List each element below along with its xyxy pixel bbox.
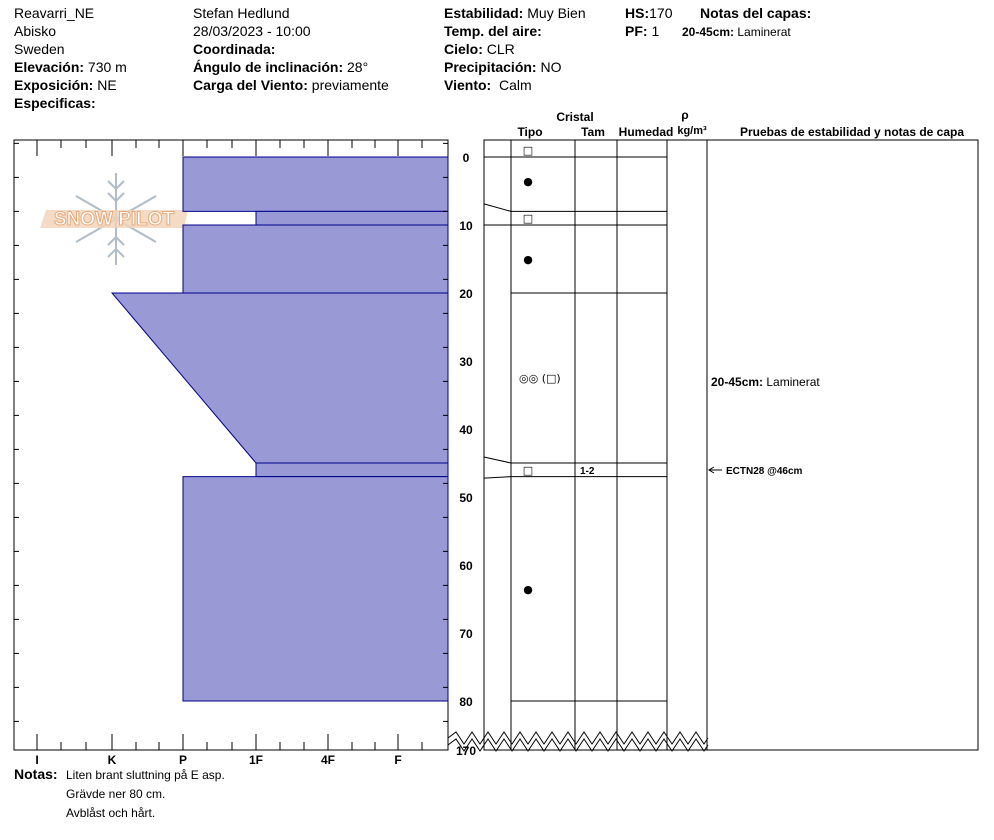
observation-datetime: 28/03/2023 - 10:00 xyxy=(193,23,311,39)
note-line: Grävde ner 80 cm. xyxy=(66,787,166,801)
col-stability-notes: Pruebas de estabilidad y notas de capa xyxy=(739,125,965,139)
pf-label: PF: xyxy=(625,23,648,39)
coordinates-label: Coordinada: xyxy=(193,41,276,57)
depth-label: 20 xyxy=(459,287,473,301)
depth-label: 40 xyxy=(459,423,473,437)
wind-load-value: previamente xyxy=(311,77,389,93)
depth-label: 10 xyxy=(459,219,473,233)
layer-connector xyxy=(484,457,511,463)
col-density-unit: kg/m³ xyxy=(677,125,707,137)
snowpilot-logo xyxy=(40,173,188,265)
grain-symbols xyxy=(519,144,561,596)
grain-symbol: ● xyxy=(523,174,533,188)
precip-label: Precipitación: xyxy=(444,59,537,75)
col-moisture: Humedad xyxy=(618,125,674,139)
grain-size-value: 1-2 xyxy=(580,466,595,477)
depth-label: 80 xyxy=(459,695,473,709)
layer-annotation xyxy=(711,375,820,389)
depth-label: 60 xyxy=(459,559,473,573)
layer-connector xyxy=(484,204,511,212)
country-name: Sweden xyxy=(14,41,65,57)
layer-bar xyxy=(183,225,448,293)
layer-annotation-text: Laminerat xyxy=(766,375,820,389)
hs-label: HS: xyxy=(625,5,650,21)
note-line: Liten brant sluttning på E asp. xyxy=(66,768,225,782)
depth-axis-labels xyxy=(456,151,476,758)
sky-label: Cielo: xyxy=(444,41,483,57)
hardness-label: F xyxy=(394,753,402,767)
test-result-text: ECTN28 @46cm xyxy=(726,466,803,477)
layer-notes-label: Notas del capas: xyxy=(700,5,812,21)
col-crystal: Cristal xyxy=(556,110,594,124)
pf-value: 1 xyxy=(651,23,660,39)
grain-symbol: □ xyxy=(522,463,534,477)
air-temp-label: Temp. del aire: xyxy=(444,23,542,39)
stability-label: Estabilidad: xyxy=(444,5,524,21)
hardness-label: P xyxy=(178,753,188,767)
test-result xyxy=(709,466,803,477)
note-line: Avblåst och hårt. xyxy=(66,806,156,820)
hs-value: 170 xyxy=(649,5,673,21)
wind-label: Viento: xyxy=(444,77,492,93)
layer-bar xyxy=(183,157,448,211)
layer-bar xyxy=(256,211,448,225)
layer-connector xyxy=(484,477,511,479)
grain-symbol: ● xyxy=(523,582,533,596)
layer-annotation-range: 20-45cm: xyxy=(711,375,764,389)
precip-value: NO xyxy=(540,59,562,75)
layer-bar xyxy=(112,293,448,463)
layer-bar xyxy=(256,463,448,477)
layer-note-range: 20-45cm: xyxy=(682,25,735,39)
layer-bars xyxy=(112,157,448,701)
slope-value: 28° xyxy=(347,59,369,75)
col-rho: ρ xyxy=(681,108,689,122)
layer-note-text: Laminerat xyxy=(737,25,791,39)
aspect-value: NE xyxy=(97,77,117,93)
hardness-axis-labels xyxy=(35,753,401,767)
col-size: Tam xyxy=(581,125,605,139)
specifics-label: Especificas: xyxy=(14,95,96,111)
notes-label: Notas: xyxy=(14,766,58,782)
observer-name: Stefan Hedlund xyxy=(193,5,290,21)
region-name: Abisko xyxy=(14,23,57,39)
elevation-value: 730 m xyxy=(87,59,127,75)
aspect-label: Exposición: xyxy=(14,77,94,93)
data-grid-frame xyxy=(484,140,978,750)
sky-value: CLR xyxy=(486,41,515,57)
wind-value: Calm xyxy=(498,77,532,93)
depth-label: 50 xyxy=(459,491,473,505)
hardness-label: I xyxy=(35,753,39,767)
depth-label: 30 xyxy=(459,355,473,369)
depth-label: 70 xyxy=(459,627,473,641)
depth-break-marker xyxy=(448,732,708,744)
stability-value: Muy Bien xyxy=(527,5,586,21)
hardness-label: 4F xyxy=(320,753,336,767)
depth-label-bottom: 170 xyxy=(455,744,477,758)
layer-bar xyxy=(183,477,448,701)
logo-text: SNOW PILOT xyxy=(53,209,175,230)
col-type: Tipo xyxy=(517,125,543,139)
wind-load-label: Carga del Viento: xyxy=(193,77,308,93)
data-grid-columns xyxy=(511,140,707,750)
site-name: Reavarri_NE xyxy=(14,5,95,21)
slope-label: Ángulo de inclinación: xyxy=(193,59,344,75)
grain-symbol: □ xyxy=(522,144,534,158)
grain-symbol: ◎◎ (□) xyxy=(519,372,561,385)
depth-label: 0 xyxy=(462,151,470,165)
grain-symbol: ● xyxy=(523,253,533,266)
hardness-label: 1F xyxy=(248,753,264,767)
grain-symbol: □ xyxy=(522,212,534,226)
hardness-label: K xyxy=(107,753,117,767)
elevation-label: Elevación: xyxy=(14,59,85,75)
